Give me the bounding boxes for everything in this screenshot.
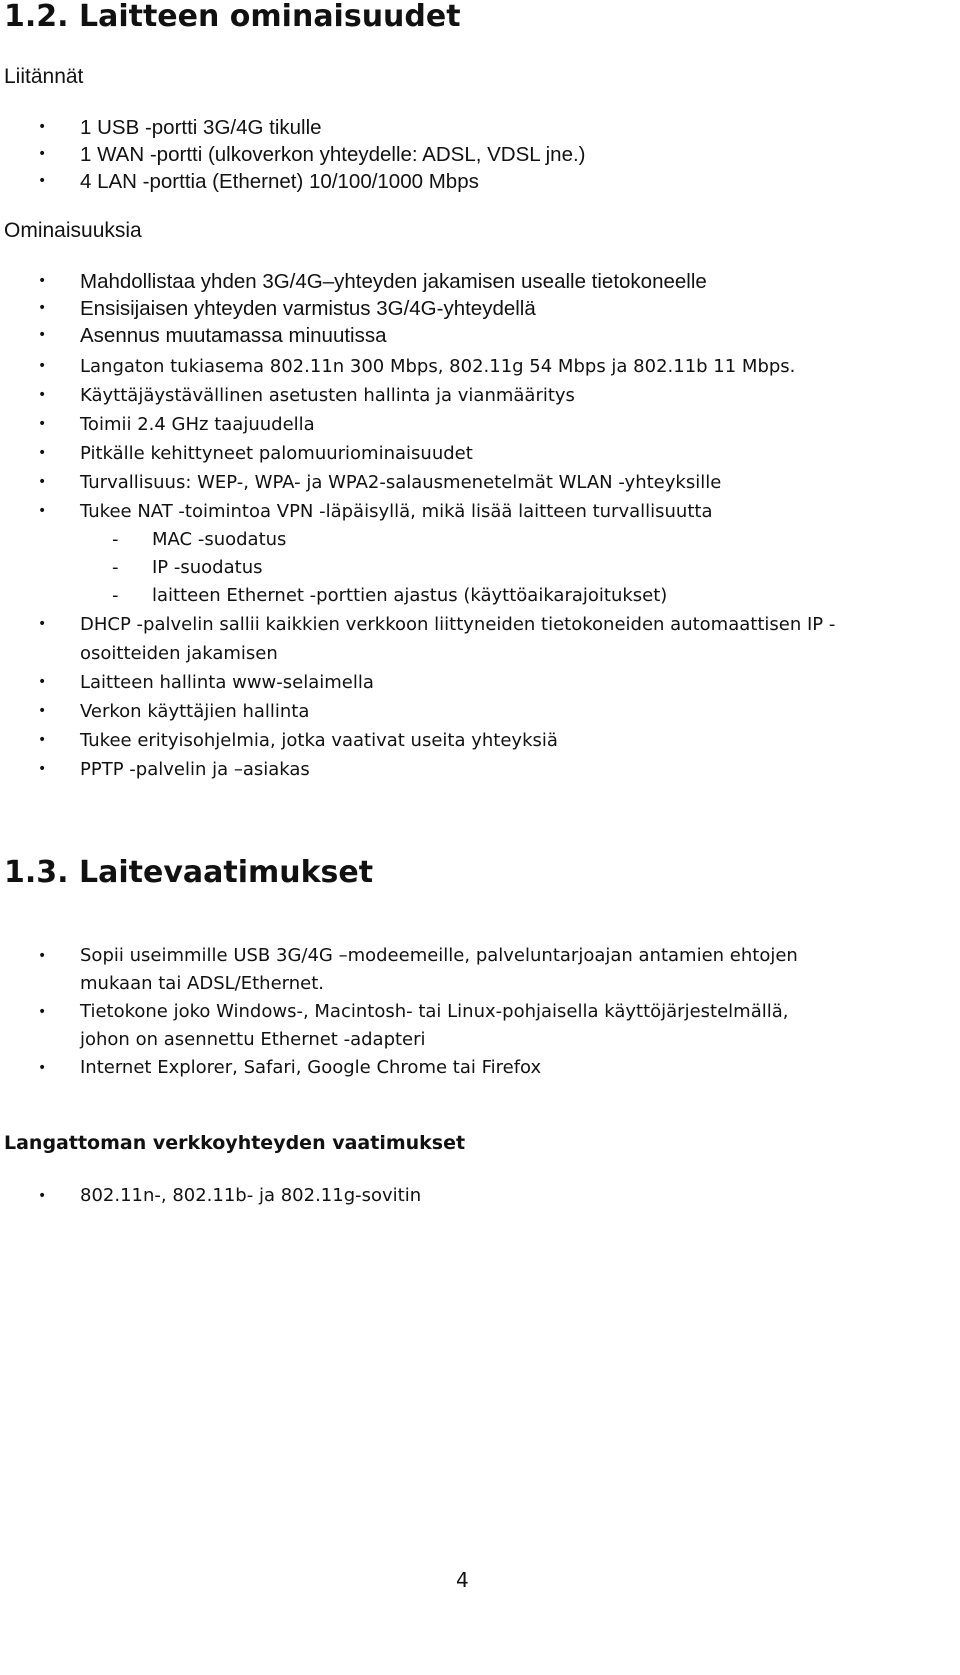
list-item: • Pitkälle kehittyneet palomuuriominaisuudet <box>0 439 960 468</box>
list-item: • Asennus muutamassa minuutissa <box>38 324 387 347</box>
page-number: 4 <box>456 1568 469 1592</box>
sub-list-item: - IP -suodatus <box>80 554 960 582</box>
list-item: • Ensisijaisen yhteyden varmistus 3G/4G-yhteydellä <box>38 297 536 320</box>
list-item: • Turvallisuus: WEP-, WPA- ja WPA2-salausmenetelmät WLAN -yhteyksille <box>0 468 960 497</box>
list-item: • Verkon käyttäjien hallinta <box>0 697 960 726</box>
list-item: • 4 LAN -porttia (Ethernet) 10/100/1000 Mbps <box>38 170 479 193</box>
bullet-icon: • <box>38 1004 47 1020</box>
sub-list-item: - MAC -suodatus <box>80 526 960 554</box>
list-item: • Toimii 2.4 GHz taajuudella <box>0 410 960 439</box>
wireless-requirements-list <box>0 1182 960 1210</box>
bullet-icon: • <box>38 327 47 343</box>
list-item: • Laitteen hallinta www-selaimella <box>0 668 960 697</box>
list-item: • Tukee erityisohjelmia, jotka vaativat useita yhteyksiä <box>0 726 960 755</box>
bullet-icon: • <box>38 474 47 490</box>
section-heading-laitevaatimukset: 1.3. Laitevaatimukset <box>4 855 374 890</box>
list-item: • Sopii useimmille USB 3G/4G –modeemeille, palveluntarjoajan antamien ehtojen mukaan tai ADSL/Ethernet. <box>0 942 940 998</box>
list-item: • PPTP -palvelin ja –asiakas <box>0 755 960 784</box>
subheading-ominaisuuksia: Ominaisuuksia <box>4 219 142 242</box>
bullet-icon: • <box>38 119 47 135</box>
subheading-langattoman: Langattoman verkkoyhteyden vaatimukset <box>4 1132 466 1154</box>
dash-icon: - <box>112 557 119 578</box>
ominaisuuksia-list-a <box>0 268 960 349</box>
subheading-liitannat: Liitännät <box>4 65 84 88</box>
list-item: • DHCP -palvelin sallii kaikkien verkkoon liittyneiden tietokoneiden automaattisen IP -osoitteiden jakamisen <box>0 610 880 668</box>
bullet-icon: • <box>38 273 47 289</box>
list-item: • 802.11n-, 802.11b- ja 802.11g-sovitin <box>0 1182 960 1210</box>
list-item: • Käyttäjäystävällinen asetusten hallinta ja vianmääritys <box>0 381 960 410</box>
bullet-icon: • <box>38 387 47 403</box>
bullet-icon: • <box>38 300 47 316</box>
bullet-icon: • <box>38 616 47 632</box>
bullet-icon: • <box>38 146 47 162</box>
list-item: • Tietokone joko Windows-, Macintosh- tai Linux-pohjaisella käyttöjärjestelmällä, johon on asennettu Ethernet -adapteri <box>0 998 900 1054</box>
bullet-icon: • <box>38 416 47 432</box>
bullet-icon: • <box>38 703 47 719</box>
bullet-icon: • <box>38 1188 47 1204</box>
list-item: • Mahdollistaa yhden 3G/4G–yhteyden jakamisen usealle tietokoneelle <box>38 270 707 293</box>
bullet-icon: • <box>38 173 47 189</box>
bullet-icon: • <box>38 445 47 461</box>
nat-sub-list <box>80 526 960 610</box>
dash-icon: - <box>112 585 119 606</box>
bullet-icon: • <box>38 948 47 964</box>
list-item: • Tukee NAT -toimintoa VPN -läpäisyllä, mikä lisää laitteen turvallisuutta - MAC -suodatus - IP -suodatus - laitteen Ethernet -porttien ajastus (käyttöaikarajoitukset) <box>0 497 960 610</box>
bullet-icon: • <box>38 503 47 519</box>
bullet-icon: • <box>38 674 47 690</box>
list-item: • Internet Explorer, Safari, Google Chrome tai Firefox <box>0 1054 960 1082</box>
laitevaatimukset-list <box>0 942 960 1082</box>
ominaisuuksia-list-b <box>0 352 960 784</box>
bullet-icon: • <box>38 732 47 748</box>
list-item: • Langaton tukiasema 802.11n 300 Mbps, 802.11g 54 Mbps ja 802.11b 11 Mbps. <box>0 352 960 381</box>
bullet-icon: • <box>38 761 47 777</box>
list-item: • 1 WAN -portti (ulkoverkon yhteydelle: ADSL, VDSL jne.) <box>38 143 586 166</box>
liitannat-list <box>0 114 960 195</box>
dash-icon: - <box>112 529 119 550</box>
list-item: • 1 USB -portti 3G/4G tikulle <box>38 116 322 139</box>
section-heading-laitteen-ominaisuudet: 1.2. Laitteen ominaisuudet <box>4 0 461 34</box>
bullet-icon: • <box>38 358 47 374</box>
sub-list-item: - laitteen Ethernet -porttien ajastus (käyttöaikarajoitukset) <box>80 582 960 610</box>
bullet-icon: • <box>38 1060 47 1076</box>
